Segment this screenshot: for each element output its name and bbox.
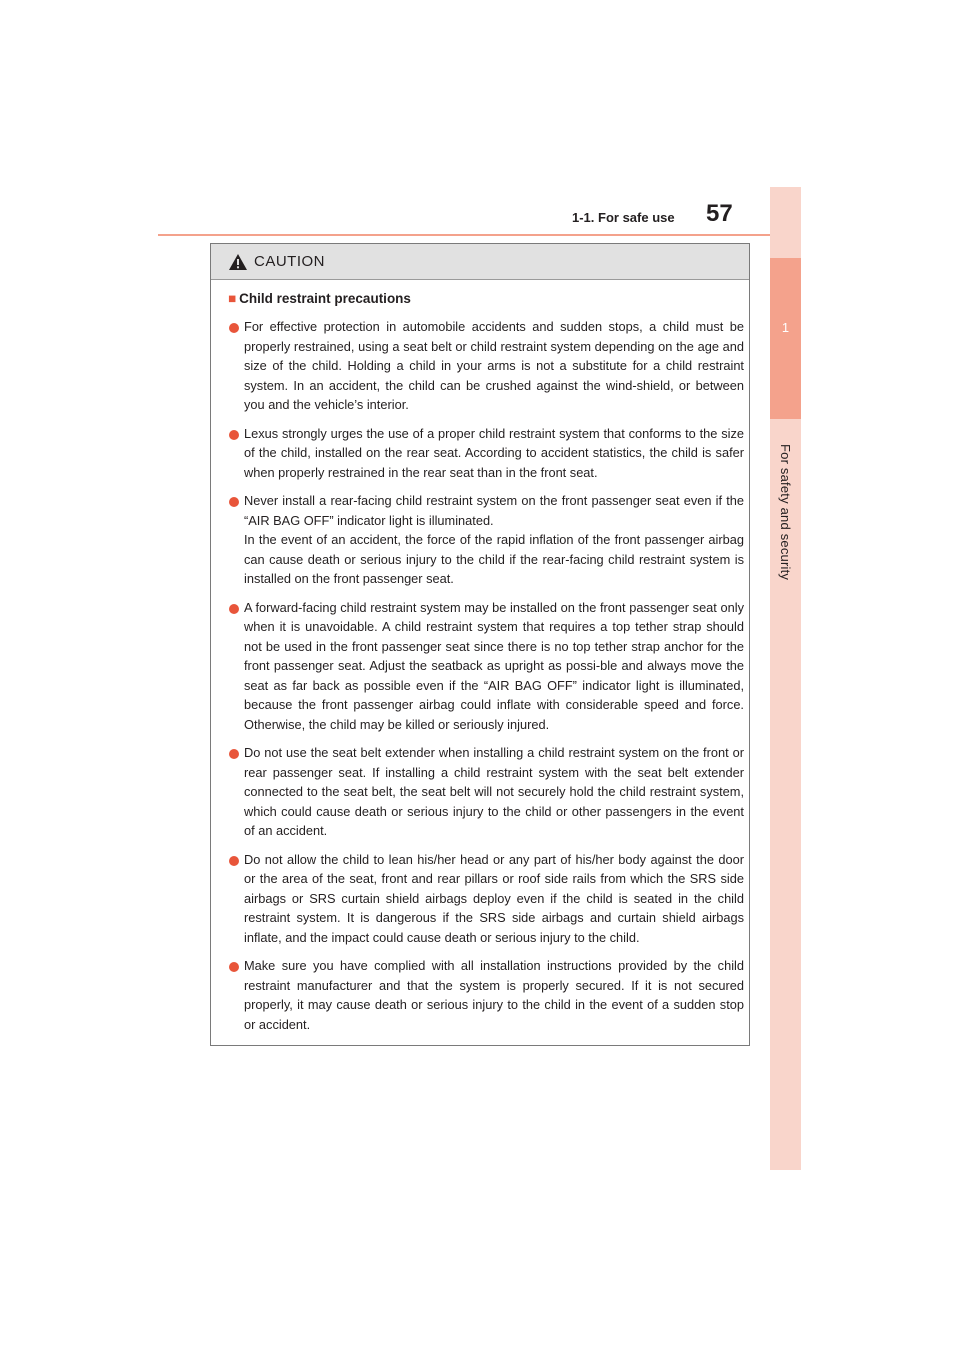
caution-bullet-item — [229, 956, 744, 1034]
bullet-paragraph: Lexus strongly urges the use of a proper child restraint system that conforms to the size of the child, installed on the rear seat. According to accident statistics, the child is safer when properly restrained in the rear seat than in the front seat. — [244, 425, 744, 480]
caution-subheading — [228, 291, 411, 306]
caution-bullet-item — [229, 850, 744, 948]
header-rule — [158, 234, 800, 236]
caution-header — [211, 244, 749, 280]
warning-triangle-icon — [228, 253, 248, 271]
section-title: 1-1. For safe use — [572, 210, 675, 225]
bullet-paragraph: For effective protection in automobile accidents and sudden stops, a child must be properly restrained, using a seat belt or child restraint system depending on the age and size of the child. Holding a child in your arms is not a substitute for a child restraint system. In an accident, the child can be crushed against the wind-shield, or between you and the vehicle’s interior. — [244, 319, 744, 412]
bullet-paragraph: A forward-facing child restraint system may be installed on the front passenger seat only when it is unavoidable. A child restraint system that requires a top tether strap should not be used in the front passenger seat since there is no top tether strap anchor for the front passenger seat. Adjust the seatback as upright as possi-ble and always move the seat as far back as possible even if the “AIR BAG OFF” indicator light is illuminated, because the front passenger airbag could inflate with considerable speed and force. Otherwise, the child may be killed or seriously injured. — [244, 599, 744, 732]
bullet-paragraph: Never install a rear-facing child restraint system on the front passenger seat even if the “AIR BAG OFF” indicator light is illuminated. — [244, 493, 744, 528]
bullet-dot-icon — [229, 497, 239, 507]
bullet-dot-icon — [229, 604, 239, 614]
bullet-paragraph: Make sure you have complied with all installation instructions provided by the child restraint manufacturer and that the system is properly secured. If it is not secured properly, it may cause death or serious injury to the child in the event of a sudden stop or accident. — [244, 958, 744, 1032]
caution-label: CAUTION — [254, 253, 325, 270]
chapter-number: 1 — [781, 320, 790, 335]
caution-bullet-item — [229, 743, 744, 841]
chapter-title: For safety and security — [778, 444, 793, 581]
bullet-paragraph: In the event of an accident, the force of the rapid inflation of the front passenger airbag can cause death or serious injury to the child if the rear-facing child restraint system is installed on the front passenger seat. — [244, 532, 744, 586]
bullet-paragraph: Do not use the seat belt extender when installing a child restraint system on the front or rear passenger seat. If installing a child restraint system with the seat belt extender connected to the seat belt, the seat belt will not securely hold the child restraint system, which could cause death or serious injury to the child or other passengers in the event of an accident. — [244, 745, 744, 838]
bullet-paragraph: Do not allow the child to lean his/her head or any part of his/her body against the door or the area of the seat, front and rear pillars or roof side rails from which the SRS side airbags or SRS curtain shield airbags deploy even if the child is seated in the child restraint system. It is dangerous if the SRS side airbags and curtain shield airbags inflate, and the impact could cause death or serious injury to the child. — [244, 851, 744, 945]
page-number: 57 — [706, 200, 733, 227]
bullet-dot-icon — [229, 430, 239, 440]
bullet-dot-icon — [229, 856, 239, 866]
bullet-dot-icon — [229, 962, 239, 972]
bullet-dot-icon — [229, 749, 239, 759]
caution-bullet-list — [229, 317, 744, 1043]
caution-bullet-item — [229, 491, 744, 589]
chapter-tab-marker — [770, 258, 801, 419]
caution-bullet-item — [229, 317, 744, 415]
square-bullet-icon: ■ — [228, 291, 237, 306]
caution-box — [210, 243, 750, 1046]
caution-bullet-item — [229, 598, 744, 735]
caution-bullet-item — [229, 424, 744, 483]
bullet-dot-icon — [229, 323, 239, 333]
subheading-text: Child restraint precautions — [239, 291, 411, 306]
